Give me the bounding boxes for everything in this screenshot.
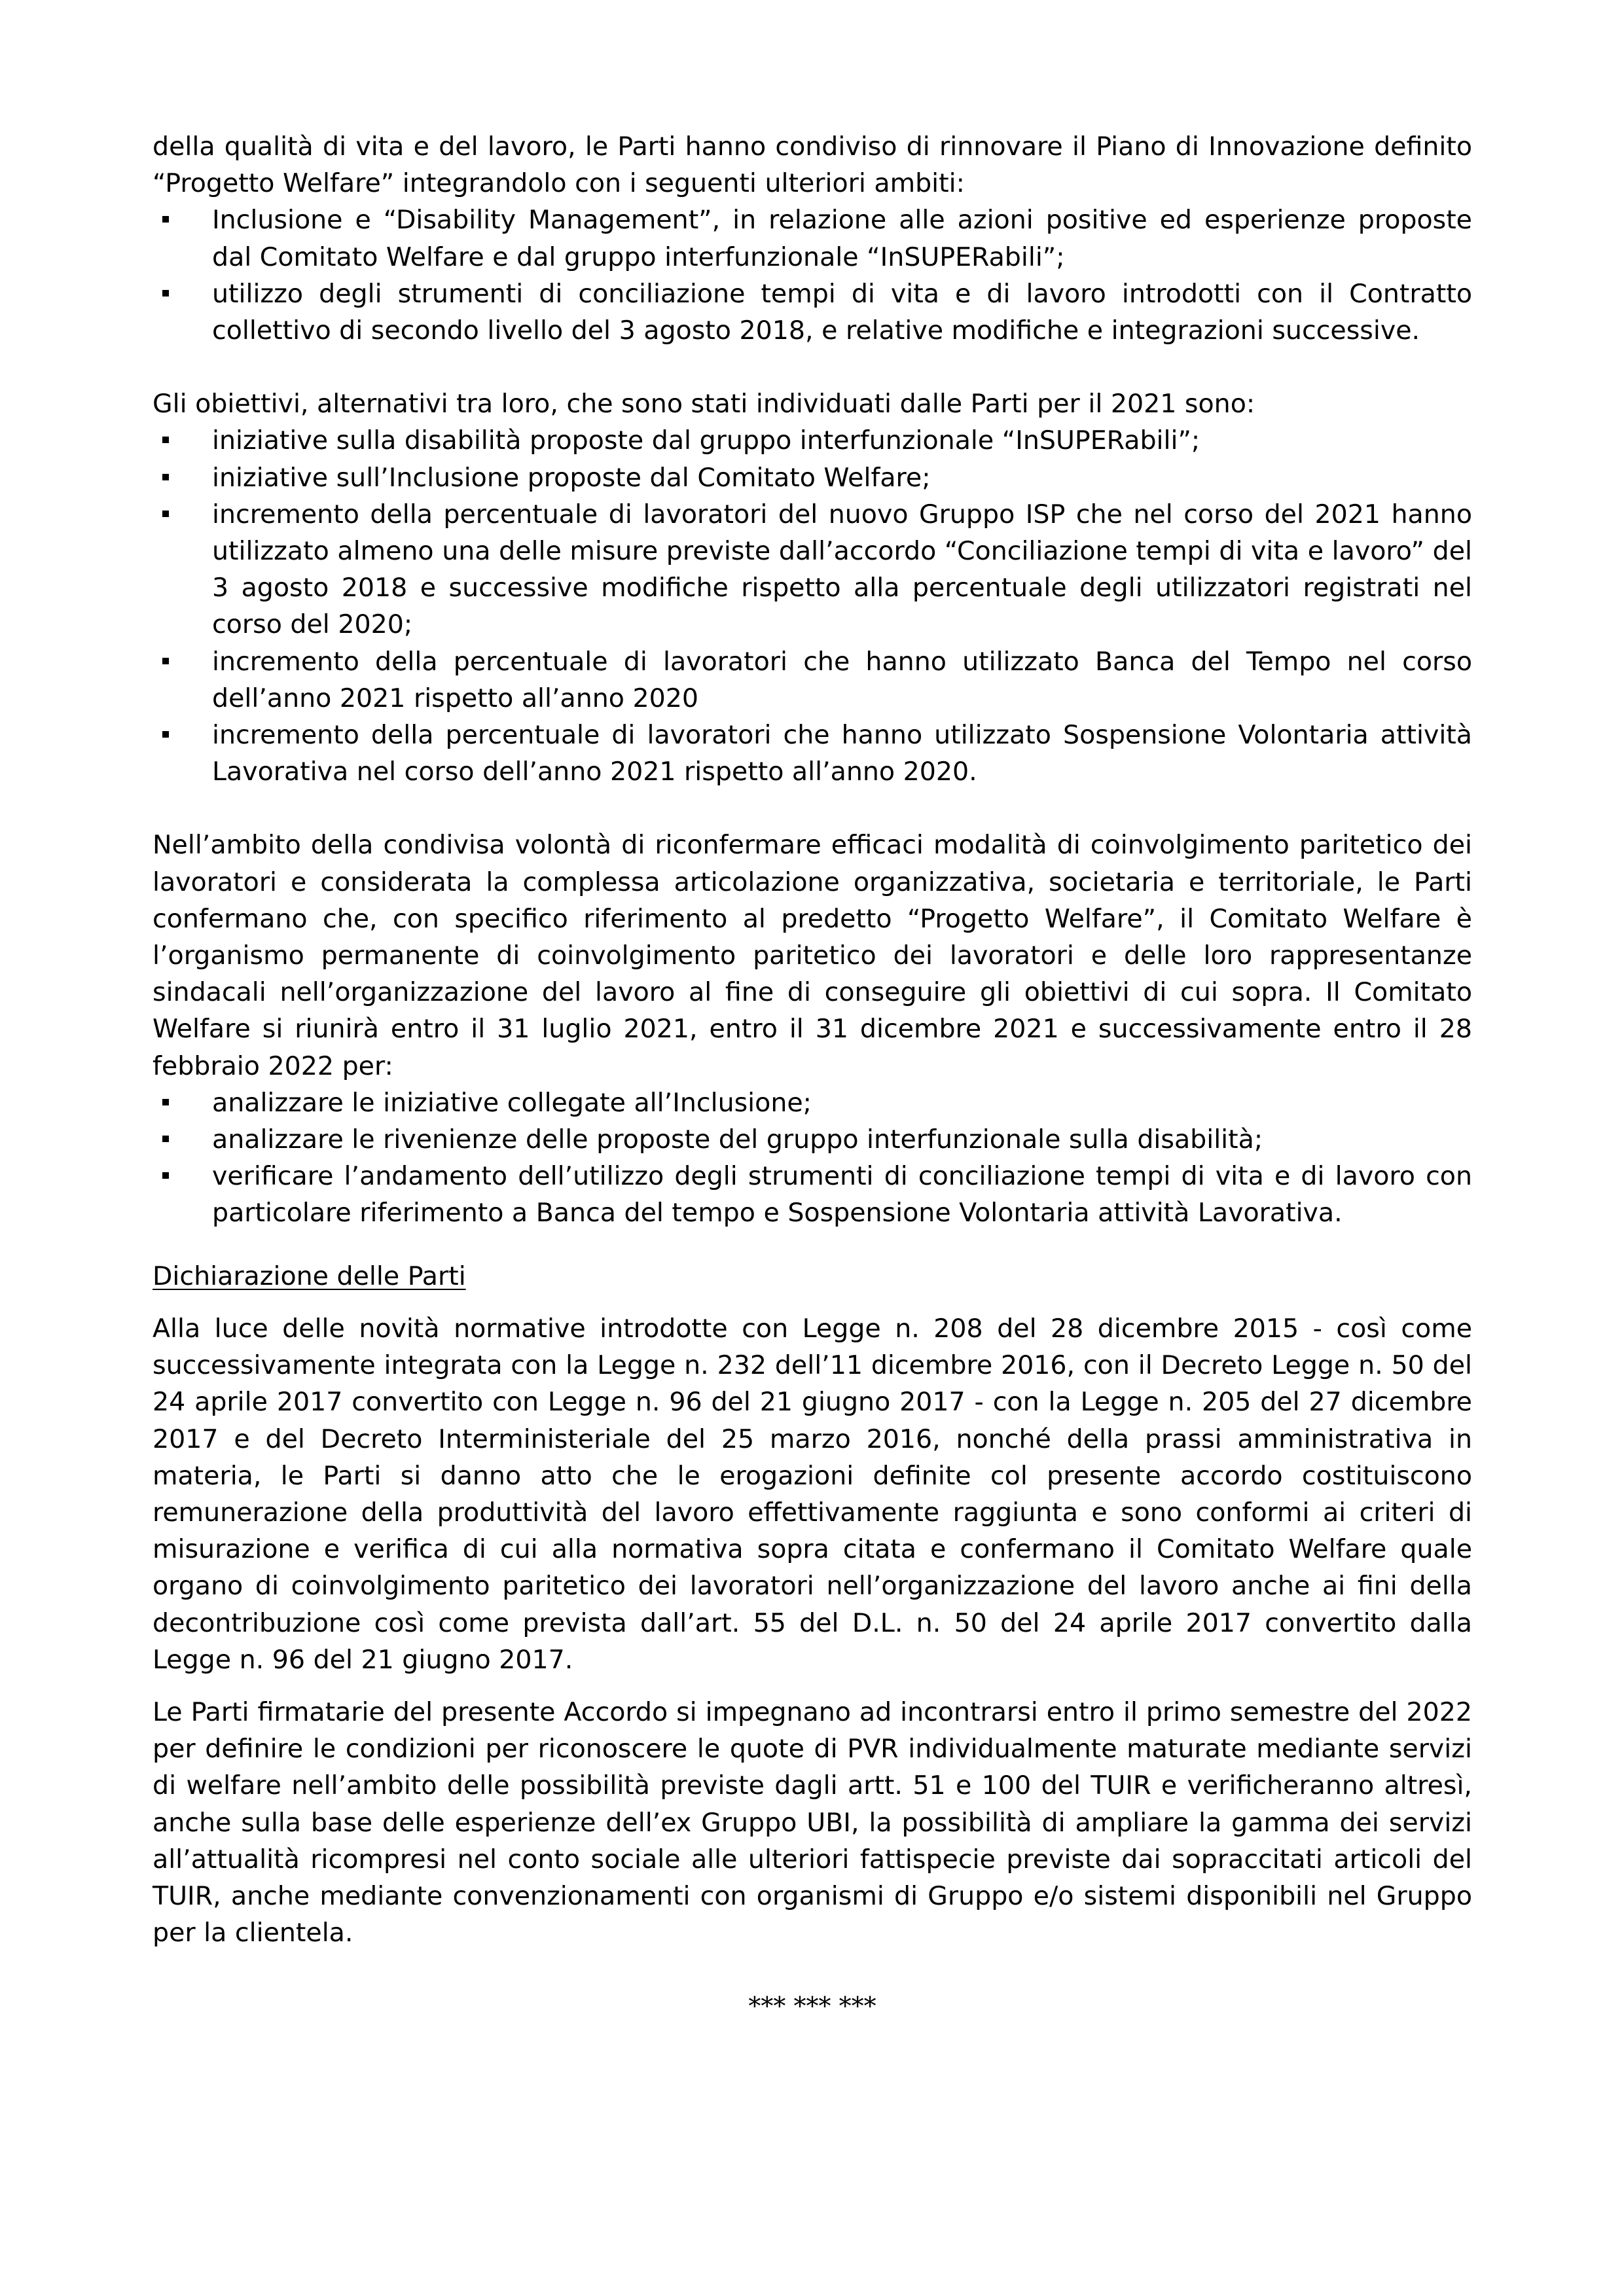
committee-bullet-list — [153, 1085, 1472, 1232]
list-item-text: Inclusione e “Disability Management”, in relazione alle azioni positive ed esperienze proposte dal Comitato Welfare e dal gruppo interfunzionale “InSUPERabili”; — [212, 205, 1472, 272]
closing-separator: *** *** *** — [748, 1992, 876, 2021]
list-item — [153, 1121, 1472, 1158]
list-item — [153, 643, 1472, 717]
square-bullet-icon — [162, 731, 169, 738]
intro-paragraph: della qualità di vita e del lavoro, le Parti hanno condiviso di rinnovare il Piano di Innovazione definito “Progetto Welfare” integrandolo con i seguenti ulteriori ambiti: — [153, 132, 1472, 199]
objectives-bullet-list — [153, 422, 1472, 790]
document-page — [153, 128, 1472, 2025]
intro-bullet-list — [153, 202, 1472, 349]
list-item — [153, 1085, 1472, 1121]
square-bullet-icon — [162, 290, 169, 296]
square-bullet-icon — [162, 1136, 169, 1142]
list-item-text: analizzare le rivenienze delle proposte del gruppo interfunzionale sulla disabilità; — [212, 1124, 1263, 1155]
list-item-text: incremento della percentuale di lavoratori del nuovo Gruppo ISP che nel corso del 2021 hanno utilizzato almeno una delle misure previste dall’accordo “Conciliazione tempi di vita e lavoro” del 3 agosto 2018 e successive modifiche rispetto alla percentuale degli utilizzatori registrati nel corso del 2020; — [212, 499, 1472, 640]
section-heading: Dichiarazione delle Parti — [153, 1261, 466, 1291]
list-item-text: incremento della percentuale di lavoratori che hanno utilizzato Sospensione Volontaria attività Lavorativa nel corso dell’anno 2021 rispetto all’anno 2020. — [212, 720, 1472, 787]
square-bullet-icon — [162, 658, 169, 664]
list-item — [153, 496, 1472, 643]
square-bullet-icon — [162, 511, 169, 517]
declaration-paragraph-2: Le Parti firmatarie del presente Accordo si impegnano ad incontrarsi entro il primo semestre del 2022 per definire le condizioni per riconoscere le quote di PVR individualmente maturate mediante servizi di welfare nell’ambito delle possibilità previste dagli artt. 51 e 100 del TUIR e verificheranno altresì, anche sulla base delle esperienze dell’ex Gruppo UBI, la possibilità di ampliare la gamma dei servizi all’attualità ricompresi nel conto sociale alle ulteriori fattispecie previste dai sopraccitati articoli del TUIR, anche mediante convenzionamenti con organismi di Gruppo e/o sistemi disponibili nel Gruppo per la clientela. — [153, 1696, 1472, 1948]
objectives-paragraph: Gli obiettivi, alternativi tra loro, che sono stati individuati dalle Parti per il 2021 sono: — [153, 389, 1255, 420]
square-bullet-icon — [162, 1172, 169, 1179]
square-bullet-icon — [162, 437, 169, 443]
list-item-text: analizzare le iniziative collegate all’Inclusione; — [212, 1087, 812, 1118]
committee-paragraph: Nell’ambito della condivisa volontà di riconfermare efficaci modalità di coinvolgimento paritetico dei lavoratori e considerata la complessa articolazione organizzativa, societaria e territoriale, le Parti confermano che, con specifico riferimento al predetto “Progetto Welfare”, il Comitato Welfare è l’organismo permanente di coinvolgimento paritetico dei lavoratori e delle loro rappresentanze sindacali nell’organizzazione del lavoro al fine di conseguire gli obiettivi di cui sopra. Il Comitato Welfare si riunirà entro il 31 luglio 2021, entro il 31 dicembre 2021 e successivamente entro il 28 febbraio 2022 per: — [153, 830, 1472, 1081]
list-item — [153, 459, 1472, 496]
list-item-text: iniziative sull’Inclusione proposte dal Comitato Welfare; — [212, 462, 931, 493]
list-item — [153, 202, 1472, 275]
square-bullet-icon — [162, 474, 169, 480]
list-item — [153, 276, 1472, 349]
list-item-text: utilizzo degli strumenti di conciliazione tempi di vita e di lavoro introdotti con il Contratto collettivo di secondo livello del 3 agosto 2018, e relative modifiche e integrazioni successive. — [212, 278, 1472, 346]
list-item-text: incremento della percentuale di lavoratori che hanno utilizzato Banca del Tempo nel corso dell’anno 2021 rispetto all’anno 2020 — [212, 646, 1472, 713]
square-bullet-icon — [162, 216, 169, 223]
list-item — [153, 422, 1472, 459]
list-item — [153, 1158, 1472, 1231]
list-item-text: iniziative sulla disabilità proposte dal gruppo interfunzionale “InSUPERabili”; — [212, 425, 1200, 456]
list-item — [153, 717, 1472, 790]
declaration-paragraph-1: Alla luce delle novità normative introdotte con Legge n. 208 del 28 dicembre 2015 - così come successivamente integrata con la Legge n. 232 dell’11 dicembre 2016, con il Decreto Legge n. 50 del 24 aprile 2017 convertito con Legge n. 96 del 21 giugno 2017 - con la Legge n. 205 del 27 dicembre 2017 e del Decreto Interministeriale del 25 marzo 2016, nonché della prassi amministrativa in materia, le Parti si danno atto che le erogazioni definite col presente accordo costituiscono remunerazione della produttività del lavoro effettivamente raggiunta e sono conformi ai criteri di misurazione e verifica di cui alla normativa sopra citata e confermano il Comitato Welfare quale organo di coinvolgimento paritetico dei lavoratori nell’organizzazione del lavoro anche ai fini della decontribuzione così come prevista dall’art. 55 del D.L. n. 50 del 24 aprile 2017 convertito dalla Legge n. 96 del 21 giugno 2017. — [153, 1313, 1472, 1675]
square-bullet-icon — [162, 1099, 169, 1105]
list-item-text: verificare l’andamento dell’utilizzo degli strumenti di conciliazione tempi di vita e di lavoro con particolare riferimento a Banca del tempo e Sospensione Volontaria attività Lavorativa. — [212, 1161, 1472, 1229]
